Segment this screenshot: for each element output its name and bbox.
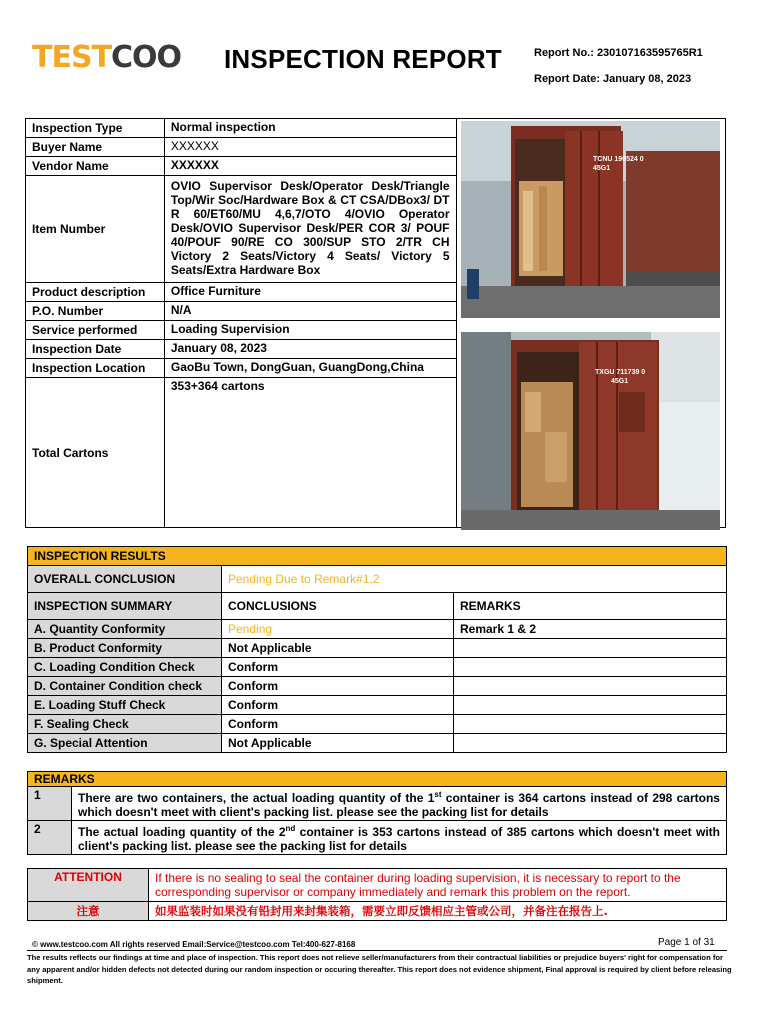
page-title: INSPECTION REPORT xyxy=(224,44,502,74)
container-number-2: TXGU 711739 0 xyxy=(594,369,645,376)
info-label: Product description xyxy=(26,283,165,302)
testcoo-logo xyxy=(32,40,181,75)
container-photo-2 xyxy=(461,332,720,530)
attention-label-zh: 注意 xyxy=(28,902,149,921)
summary-item-remark xyxy=(454,734,727,753)
summary-item-name: B. Product Conformity xyxy=(28,639,222,658)
summary-item-name: D. Container Condition check xyxy=(28,677,222,696)
remark-text-post: container is 364 cartons instead of 298 cartons which doesn't meet with client's packing list. please see the packing list for details xyxy=(78,791,720,819)
summary-item-conclusion: Pending xyxy=(222,620,454,639)
logo-part2: COO xyxy=(111,40,182,75)
inspection-info-table xyxy=(25,118,726,528)
remark-text-post: container is 353 cartons instead of 385 cartons which doesn't meet with client's packing list. please see the packing list for details xyxy=(78,825,720,853)
results-header: INSPECTION RESULTS xyxy=(28,547,727,566)
info-label: Buyer Name xyxy=(26,138,165,157)
remark-text xyxy=(72,787,727,821)
summary-label: INSPECTION SUMMARY xyxy=(28,593,222,620)
remark-text xyxy=(72,821,727,855)
info-value: January 08, 2023 xyxy=(164,340,456,359)
container-number-1: TCNU 190524 0 xyxy=(592,156,644,163)
container-photo-1 xyxy=(461,121,720,318)
inspection-results-table xyxy=(27,546,727,753)
summary-item-name: G. Special Attention xyxy=(28,734,222,753)
summary-item-name: F. Sealing Check xyxy=(28,715,222,734)
overall-conclusion-value: Pending Due to Remark#1,2 xyxy=(222,566,727,593)
summary-item-name: A. Quantity Conformity xyxy=(28,620,222,639)
report-number: Report No.: 230107163595765R1 xyxy=(534,47,703,59)
info-value: 353+364 cartons xyxy=(164,378,456,528)
report-date: Report Date: January 08, 2023 xyxy=(534,73,692,85)
summary-item-conclusion: Conform xyxy=(222,696,454,715)
info-value: XXXXXX xyxy=(164,157,456,176)
info-label: Total Cartons xyxy=(26,378,165,528)
attention-text-zh: 如果监装时如果没有铅封用来封集装箱，需要立即反馈相应主管或公司，并备注在报告上. xyxy=(149,902,727,921)
summary-item-remark xyxy=(454,639,727,658)
info-value: Loading Supervision xyxy=(164,321,456,340)
summary-item-name: C. Loading Condition Check xyxy=(28,658,222,677)
container-code-2: 45G1 xyxy=(610,378,628,385)
info-label: Inspection Date xyxy=(26,340,165,359)
summary-item-remark xyxy=(454,696,727,715)
summary-item-conclusion: Not Applicable xyxy=(222,639,454,658)
info-label: P.O. Number xyxy=(26,302,165,321)
summary-item-name: E. Loading Stuff Check xyxy=(28,696,222,715)
summary-item-remark xyxy=(454,677,727,696)
info-value: Normal inspection xyxy=(164,119,456,138)
info-label: Inspection Type xyxy=(26,119,165,138)
attention-text-en: If there is no sealing to seal the container during loading supervision, it is necessary to report to the corresponding supervisor or company immediately and remark this problem on the report. xyxy=(149,869,727,902)
remarks-table xyxy=(27,771,727,855)
footer-divider xyxy=(27,950,727,951)
remark-number: 1 xyxy=(28,787,72,821)
info-value: XXXXXX xyxy=(164,138,456,157)
info-label: Inspection Location xyxy=(26,359,165,378)
container-code-1: 45G1 xyxy=(592,165,610,172)
footer-disclaimer: The results reflects our findings at time and place of inspection. This report does not relieve seller/manufacturers from their contractual liabilities or prejudice buyers' right for compensation for any apparent and/or hidden defects not detected during our random inspection or occuring thereafter. This report does not evidence shipment, Final approval is required by client before releasing shipment. xyxy=(27,953,732,985)
info-label: Item Number xyxy=(26,176,165,283)
summary-item-conclusion: Conform xyxy=(222,658,454,677)
remark-text-pre: The actual loading quantity of the 2 xyxy=(78,825,286,839)
attention-label: ATTENTION xyxy=(28,869,149,902)
logo-part1: TEST xyxy=(32,40,112,75)
info-value: GaoBu Town, DongGuan, GuangDong,China xyxy=(164,359,456,378)
remark-text-sup: nd xyxy=(285,824,296,833)
overall-conclusion-label: OVERALL CONCLUSION xyxy=(28,566,222,593)
info-value: Office Furniture xyxy=(164,283,456,302)
remarks-header: REMARKS xyxy=(454,593,727,620)
info-value: N/A xyxy=(164,302,456,321)
remark-number: 2 xyxy=(28,821,72,855)
info-value: OVIO Supervisor Desk/Operator Desk/Triangle Top/Wir Soc/Hardware Box & CT CSA/DBox3/ DT R 60/ET60/MU 4,6,7/OTO 4/OVIO Operator Desk/OVIO Supervisor Desk/PER COR 3/ POUF 40/POUF 90/RE CO 300/SUP STO 2/TR CH Victory 2 Seats/Victory 4 Seats/ Victory 5 Seats/Extra Hardware Box xyxy=(164,176,456,283)
remark-text-sup: st xyxy=(434,790,442,799)
info-label: Vendor Name xyxy=(26,157,165,176)
summary-item-remark: Remark 1 & 2 xyxy=(454,620,727,639)
remarks-section-header: REMARKS xyxy=(28,772,727,787)
attention-table xyxy=(27,868,727,921)
summary-item-remark xyxy=(454,658,727,677)
summary-item-conclusion: Conform xyxy=(222,715,454,734)
container-photos-cell xyxy=(456,119,725,528)
conclusions-header: CONCLUSIONS xyxy=(222,593,454,620)
summary-item-conclusion: Not Applicable xyxy=(222,734,454,753)
footer-contact: © www.testcoo.com All rights reserved Email:Service@testcoo.com Tel:400-627-8168 xyxy=(32,940,356,949)
info-label: Service performed xyxy=(26,321,165,340)
summary-item-remark xyxy=(454,715,727,734)
remark-text-pre: There are two containers, the actual loading quantity of the 1 xyxy=(78,791,435,805)
summary-item-conclusion: Conform xyxy=(222,677,454,696)
page-number: Page 1 of 31 xyxy=(658,937,715,948)
